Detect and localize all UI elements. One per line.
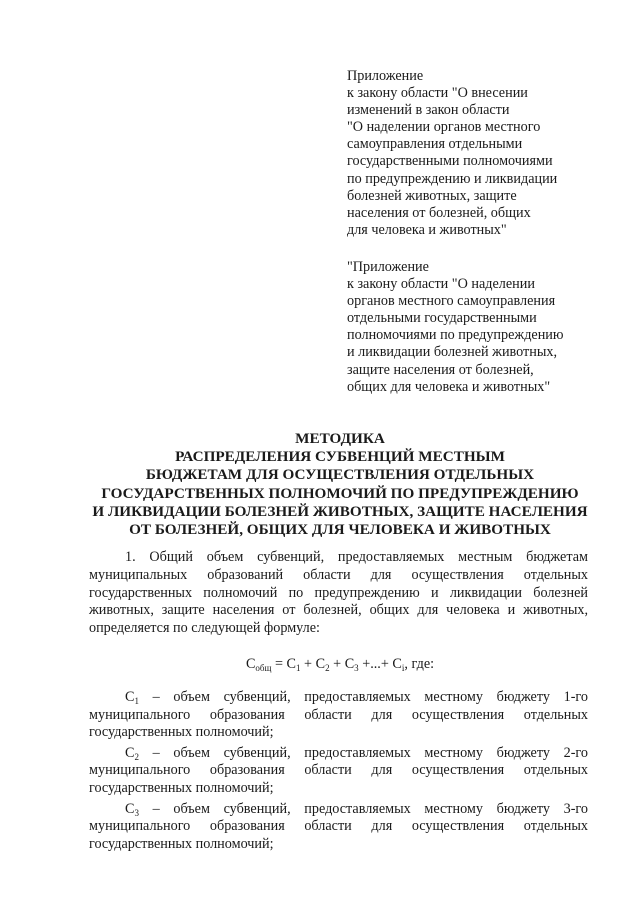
definition-line: государственных полномочий;	[89, 724, 274, 741]
paragraph-line: животных, защите населения от болезней, общих для человека и животных,	[89, 602, 588, 619]
title-line: БЮДЖЕТАМ ДЛЯ ОСУЩЕСТВЛЕНИЯ ОТДЕЛЬНЫХ	[145, 466, 535, 484]
formula-term-1: $С_1$	[286, 656, 301, 673]
appendix-line: полномочиями по предупреждению	[347, 327, 564, 344]
appendix-line: населения от болезней, общих	[347, 204, 531, 221]
appendix-line: общих для человека и животных"	[347, 378, 551, 395]
definition-item	[89, 801, 588, 854]
title-line: ГОСУДАРСТВЕННЫХ ПОЛНОМОЧИЙ ПО ПРЕДУПРЕЖДЕНИЮ	[101, 484, 579, 502]
definition-line: государственных полномочий;	[89, 779, 274, 796]
formula-term-2: $С_2$	[315, 656, 330, 673]
definition-line: $С_1$ – объем субвенций, предоставляемых местному бюджету 1-го	[125, 689, 588, 706]
paragraph-line: 1. Общий объем субвенций, предоставляемых местным бюджетам	[125, 549, 588, 565]
definition-line: $С_3$ – объем субвенций, предоставляемых местному бюджету 3-го	[125, 800, 588, 818]
definition-item	[89, 745, 588, 798]
paragraph-1	[89, 549, 588, 638]
document-title	[40, 430, 640, 539]
appendix-line: для человека и животных"	[347, 221, 507, 238]
formula-term-3: $С_3$	[344, 656, 359, 673]
appendix-line: государственными полномочиями	[347, 153, 553, 170]
subvention-formula: $С_{общ} = С_1 + С_2 + С_3$ +...+ $С_i$, где:	[245, 656, 435, 673]
paragraph-line: определяется по следующей формуле:	[89, 620, 320, 637]
title-line: РАСПРЕДЕЛЕНИЯ СУБВЕНЦИЙ МЕСТНЫМ	[175, 448, 505, 466]
definition-line: муниципального образования области для осуществления отдельных	[89, 818, 588, 835]
appendix-line: отдельными государственными	[347, 310, 537, 327]
appendix-heading-quoted	[347, 259, 597, 396]
appendix-line: "О наделении органов местного	[347, 119, 541, 136]
appendix-line: изменений в закон области	[347, 102, 510, 119]
appendix-line: "Приложение	[347, 259, 429, 275]
appendix-line: и ликвидации болезней животных,	[347, 344, 558, 361]
title-line: ОТ БОЛЕЗНЕЙ, ОБЩИХ ДЛЯ ЧЕЛОВЕКА И ЖИВОТНЫХ	[129, 521, 551, 539]
appendix-line: болезней животных, защите	[347, 187, 517, 204]
appendix-line: защите населения от болезней,	[347, 361, 534, 378]
definitions-list	[89, 689, 588, 853]
definition-line: $С_2$ – объем субвенций, предоставляемых местному бюджету 2-го	[125, 744, 588, 762]
appendix-line: к закону области "О внесении	[347, 85, 528, 102]
formula-total-term: $С_{общ}$	[245, 656, 272, 673]
definition-line: муниципального образования области для осуществления отдельных	[89, 762, 588, 779]
definition-item	[89, 689, 588, 742]
definition-line: государственных полномочий;	[89, 835, 274, 852]
title-line: МЕТОДИКА	[295, 430, 385, 447]
title-line: И ЛИКВИДАЦИИ БОЛЕЗНЕЙ ЖИВОТНЫХ, ЗАЩИТЕ НАСЕЛЕНИЯ	[92, 502, 588, 520]
appendix-line: органов местного самоуправления	[347, 293, 556, 310]
appendix-line: к закону области "О наделении	[347, 276, 535, 293]
definition-line: муниципального образования области для осуществления отдельных	[89, 706, 588, 723]
formula-term-i: $С_i$	[392, 656, 405, 673]
paragraph-line: муниципальных образований области для осуществления отдельных	[89, 566, 588, 583]
appendix-line: самоуправления отдельными	[347, 136, 523, 153]
paragraph-line: государственных полномочий по предупреждению и ликвидации болезней	[89, 584, 588, 601]
appendix-line: Приложение	[347, 68, 424, 84]
appendix-heading-current	[347, 68, 597, 239]
appendix-line: по предупреждению и ликвидации	[347, 170, 558, 187]
